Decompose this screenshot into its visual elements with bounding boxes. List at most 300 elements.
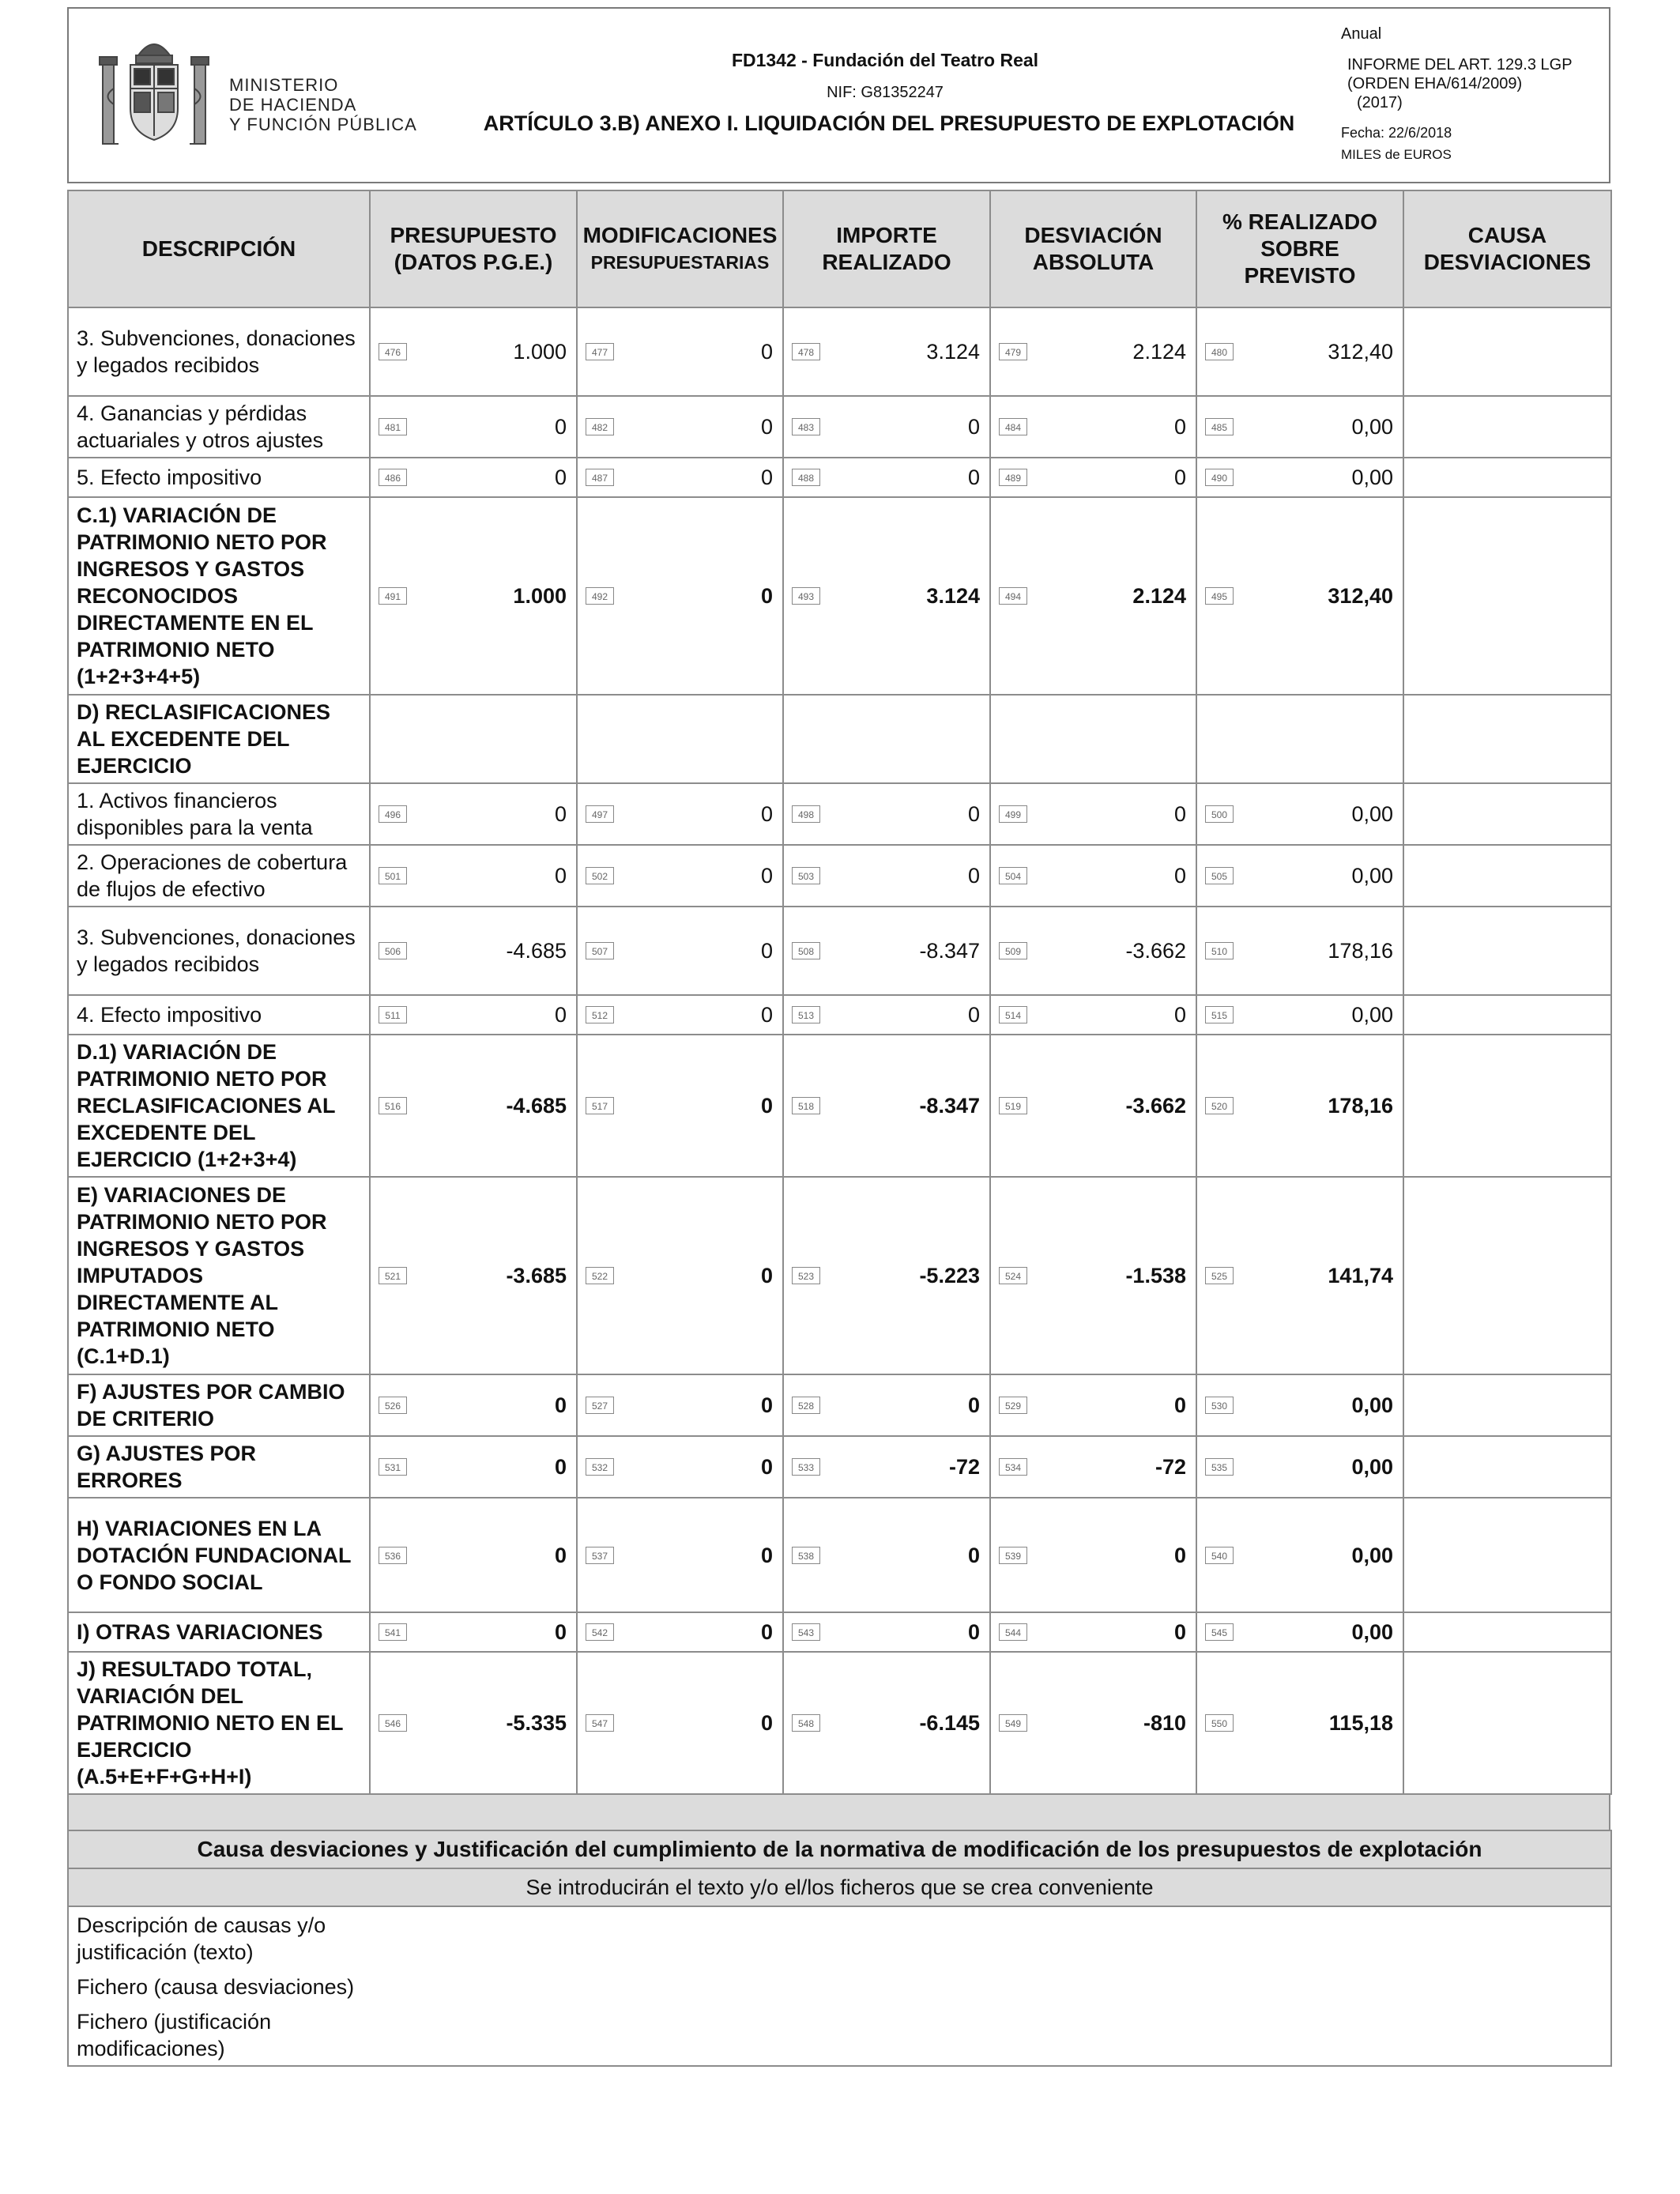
cell-value: 0 [760, 864, 773, 888]
value-cell [990, 1652, 1196, 1794]
value-cell [783, 845, 990, 907]
cell-value: -6.145 [919, 1711, 980, 1735]
cause-cell [1403, 1498, 1611, 1612]
field-code-box: 539 [999, 1547, 1027, 1564]
value-cell [783, 1177, 990, 1374]
field-code-box: 512 [586, 1006, 614, 1023]
column-header-deviation: DESVIACIÓN ABSOLUTA [990, 190, 1196, 307]
row-description: 5. Efecto impositivo [68, 458, 370, 497]
table-row [68, 1652, 1611, 1794]
cell-value: 0,00 [1351, 1455, 1393, 1479]
field-code-box: 486 [379, 469, 407, 486]
field-code-box: 496 [379, 805, 407, 823]
ministry-line: DE HACIENDA [229, 95, 357, 115]
ministry-line: MINISTERIO [229, 75, 339, 95]
value-cell [1196, 1498, 1403, 1612]
field-code-box: 503 [792, 867, 820, 884]
cell-value: 1.000 [513, 584, 567, 608]
value-cell [990, 1498, 1196, 1612]
value-cell [1196, 307, 1403, 396]
report-date: Fecha: 22/6/2018 [1341, 125, 1452, 141]
field-code-box: 499 [999, 805, 1027, 823]
causes-section [67, 1830, 1612, 2067]
cell-value: 0 [1173, 415, 1186, 439]
cell-value: -8.347 [919, 939, 980, 963]
field-code-box: 494 [999, 587, 1027, 605]
field-code-box: 543 [792, 1623, 820, 1641]
cell-value: -5.223 [919, 1264, 980, 1287]
cell-value: 0 [760, 1264, 773, 1287]
cell-value: 0,00 [1351, 1620, 1393, 1644]
field-value-description[interactable] [400, 1906, 1611, 1969]
value-cell [1196, 396, 1403, 458]
cell-value: 0 [554, 802, 567, 826]
value-cell [783, 458, 990, 497]
field-code-box: 529 [999, 1397, 1027, 1414]
cause-cell [1403, 995, 1611, 1035]
cell-value: 0 [554, 1455, 567, 1479]
value-cell [577, 458, 783, 497]
value-cell [370, 845, 577, 907]
ministry-line: Y FUNCIÓN PÚBLICA [229, 115, 417, 134]
column-header-modifications [577, 190, 783, 307]
column-header-description: DESCRIPCIÓN [68, 190, 370, 307]
field-label-file-justification: Fichero (justificación modificaciones) [68, 2004, 400, 2066]
value-cell [370, 783, 577, 845]
field-code-box: 524 [999, 1267, 1027, 1284]
cell-value: -810 [1143, 1711, 1186, 1735]
cell-value: -72 [1155, 1455, 1186, 1479]
field-code-box: 508 [792, 942, 820, 959]
cell-value: 0 [760, 1455, 773, 1479]
field-code-box: 511 [379, 1006, 407, 1023]
cell-value: 0 [1173, 1620, 1186, 1644]
value-cell [1196, 783, 1403, 845]
field-code-box: 510 [1205, 942, 1234, 959]
value-cell [783, 307, 990, 396]
cell-value: 0 [967, 1620, 980, 1644]
value-cell [577, 307, 783, 396]
row-description: D.1) VARIACIÓN DE PATRIMONIO NETO POR RECLASIFICACIONES AL EXCEDENTE DEL EJERCICIO (1+2+3+4) [68, 1035, 370, 1177]
cause-cell [1403, 396, 1611, 458]
value-cell [990, 1177, 1196, 1374]
column-header-sublabel: PRESUPUESTARIAS [590, 252, 770, 273]
field-code-box: 547 [586, 1714, 614, 1732]
value-cell [577, 783, 783, 845]
cell-value: 0 [1173, 1393, 1186, 1417]
cell-value: 0 [967, 864, 980, 888]
row-description: C.1) VARIACIÓN DE PATRIMONIO NETO POR INGRESOS Y GASTOS RECONOCIDOS DIRECTAMENTE EN EL PATRIMONIO NETO (1+2+3+4+5) [68, 497, 370, 695]
causes-section-subtitle: Se introducirán el texto y/o el/los ficheros que se crea conveniente [68, 1868, 1611, 1906]
cause-cell [1403, 907, 1611, 995]
field-code-box: 530 [1205, 1397, 1234, 1414]
value-cell [1196, 1177, 1403, 1374]
field-code-box: 544 [999, 1623, 1027, 1641]
field-code-box: 513 [792, 1006, 820, 1023]
table-row [68, 907, 1611, 995]
table-row [68, 458, 1611, 497]
value-cell [1196, 1436, 1403, 1498]
value-cell [990, 845, 1196, 907]
field-code-box: 504 [999, 867, 1027, 884]
column-header-realized: IMPORTE REALIZADO [783, 190, 990, 307]
row-description: G) AJUSTES POR ERRORES [68, 1436, 370, 1498]
value-cell [1196, 1612, 1403, 1652]
value-cell [990, 307, 1196, 396]
value-cell [783, 695, 990, 783]
value-cell [990, 783, 1196, 845]
cell-value: 0 [1173, 1543, 1186, 1567]
cell-value: 0 [554, 1393, 567, 1417]
value-cell [783, 1374, 990, 1436]
value-cell [577, 396, 783, 458]
value-cell [577, 845, 783, 907]
field-code-box: 476 [379, 343, 407, 360]
value-cell [1196, 458, 1403, 497]
field-code-box: 546 [379, 1714, 407, 1732]
table-row [68, 396, 1611, 458]
field-label-description: Descripción de causas y/o justificación (texto) [68, 1906, 400, 1969]
cause-cell [1403, 1612, 1611, 1652]
cell-value: 0,00 [1351, 415, 1393, 439]
field-code-box: 535 [1205, 1458, 1234, 1476]
value-cell [370, 995, 577, 1035]
cause-cell [1403, 497, 1611, 695]
value-cell [577, 695, 783, 783]
value-cell [1196, 995, 1403, 1035]
cell-value: 3.124 [926, 584, 980, 608]
value-cell [1196, 845, 1403, 907]
cell-value: 0 [760, 802, 773, 826]
cell-value: -3.685 [506, 1264, 567, 1287]
field-code-box: 528 [792, 1397, 820, 1414]
value-cell [783, 995, 990, 1035]
cell-value: 0,00 [1351, 864, 1393, 888]
field-code-box: 545 [1205, 1623, 1234, 1641]
value-cell [783, 1436, 990, 1498]
field-code-box: 534 [999, 1458, 1027, 1476]
report-ref-line: (2017) [1357, 94, 1403, 111]
cause-cell [1403, 458, 1611, 497]
cell-value: 0 [967, 1393, 980, 1417]
field-code-box: 489 [999, 469, 1027, 486]
cell-value: 0,00 [1351, 802, 1393, 826]
field-code-box: 527 [586, 1397, 614, 1414]
value-cell [370, 307, 577, 396]
value-cell [1196, 695, 1403, 783]
field-code-box: 531 [379, 1458, 407, 1476]
value-cell [577, 1652, 783, 1794]
cell-value: 0 [967, 802, 980, 826]
value-cell [577, 1612, 783, 1652]
field-code-box: 485 [1205, 418, 1234, 435]
value-cell [990, 1374, 1196, 1436]
row-description: 4. Efecto impositivo [68, 995, 370, 1035]
field-code-box: 483 [792, 418, 820, 435]
value-cell [577, 907, 783, 995]
row-description: F) AJUSTES POR CAMBIO DE CRITERIO [68, 1374, 370, 1436]
table-row [68, 307, 1611, 396]
field-code-box: 501 [379, 867, 407, 884]
table-header-row [68, 190, 1611, 307]
cell-value: -3.662 [1125, 939, 1186, 963]
entity-title: FD1342 - Fundación del Teatro Real [731, 50, 1039, 70]
ministry-name [229, 75, 417, 134]
report-ref-line: (ORDEN EHA/614/2009) [1347, 75, 1523, 92]
value-cell [370, 695, 577, 783]
row-description: 1. Activos financieros disponibles para la venta [68, 783, 370, 845]
field-code-box: 549 [999, 1714, 1027, 1732]
value-cell [990, 1035, 1196, 1177]
value-cell [370, 1374, 577, 1436]
causes-section-title: Causa desviaciones y Justificación del cumplimiento de la normativa de modificación de los presupuestos de explotación [68, 1830, 1611, 1868]
value-cell [783, 1612, 990, 1652]
field-code-box: 541 [379, 1623, 407, 1641]
cell-value: -72 [948, 1455, 980, 1479]
field-code-box: 479 [999, 343, 1027, 360]
row-description: I) OTRAS VARIACIONES [68, 1612, 370, 1652]
row-description: D) RECLASIFICACIONES AL EXCEDENTE DEL EJERCICIO [68, 695, 370, 783]
value-cell [1196, 907, 1403, 995]
entity-nif: NIF: G81352247 [827, 84, 944, 101]
value-cell [990, 995, 1196, 1035]
table-row [68, 695, 1611, 783]
field-code-box: 498 [792, 805, 820, 823]
field-value-file-justification[interactable] [400, 2004, 1611, 2066]
field-code-box: 502 [586, 867, 614, 884]
cell-value: 0 [554, 466, 567, 489]
value-cell [577, 1035, 783, 1177]
cell-value: 0 [1173, 864, 1186, 888]
cell-value: 0 [760, 1094, 773, 1118]
table-row [68, 995, 1611, 1035]
section-separator [67, 1795, 1610, 1830]
value-cell [783, 1498, 990, 1612]
cell-value: 0,00 [1351, 466, 1393, 489]
field-code-box: 525 [1205, 1267, 1234, 1284]
field-code-box: 520 [1205, 1097, 1234, 1114]
value-cell [783, 783, 990, 845]
budget-liquidation-table [67, 190, 1612, 1795]
cause-cell [1403, 783, 1611, 845]
cell-value: 0 [554, 1543, 567, 1567]
field-code-box: 518 [792, 1097, 820, 1114]
cell-value: 2.124 [1132, 340, 1186, 364]
field-code-box: 488 [792, 469, 820, 486]
value-cell [1196, 497, 1403, 695]
cell-value: 0 [1173, 802, 1186, 826]
cell-value: 0 [760, 939, 773, 963]
field-code-box: 478 [792, 343, 820, 360]
cell-value: 0 [967, 415, 980, 439]
value-cell [577, 497, 783, 695]
value-cell [783, 497, 990, 695]
table-row [68, 1374, 1611, 1436]
field-code-box: 491 [379, 587, 407, 605]
cause-cell [1403, 1177, 1611, 1374]
row-description: 2. Operaciones de cobertura de flujos de efectivo [68, 845, 370, 907]
cell-value: 0 [760, 415, 773, 439]
value-cell [1196, 1652, 1403, 1794]
cell-value: 178,16 [1328, 1094, 1393, 1118]
value-cell [577, 1436, 783, 1498]
field-code-box: 509 [999, 942, 1027, 959]
row-description: 3. Subvenciones, donaciones y legados recibidos [68, 307, 370, 396]
report-ref-line: INFORME DEL ART. 129.3 LGP [1347, 56, 1573, 74]
value-cell [370, 1436, 577, 1498]
cell-value: 0,00 [1351, 1393, 1393, 1417]
table-row [68, 1177, 1611, 1374]
field-code-box: 523 [792, 1267, 820, 1284]
coat-of-arms-logo [95, 33, 213, 160]
row-description: H) VARIACIONES EN LA DOTACIÓN FUNDACIONAL O FONDO SOCIAL [68, 1498, 370, 1612]
field-code-box: 522 [586, 1267, 614, 1284]
cell-value: 312,40 [1328, 340, 1393, 364]
cell-value: 0 [760, 1543, 773, 1567]
table-row [68, 497, 1611, 695]
column-header-percent: % REALIZADO SOBRE PREVISTO [1196, 190, 1403, 307]
field-code-box: 515 [1205, 1006, 1234, 1023]
cell-value: -3.662 [1125, 1094, 1186, 1118]
value-cell [370, 1652, 577, 1794]
column-header-budget: PRESUPUESTO (DATOS P.G.E.) [370, 190, 577, 307]
cause-cell [1403, 1035, 1611, 1177]
table-row [68, 783, 1611, 845]
field-code-box: 538 [792, 1547, 820, 1564]
table-row [68, 1612, 1611, 1652]
field-code-box: 548 [792, 1714, 820, 1732]
field-code-box: 481 [379, 418, 407, 435]
value-cell [370, 396, 577, 458]
cell-value: -5.335 [506, 1711, 567, 1735]
field-code-box: 550 [1205, 1714, 1234, 1732]
cell-value: 0 [760, 1711, 773, 1735]
value-cell [370, 1177, 577, 1374]
report-units: MILES de EUROS [1341, 147, 1452, 162]
value-cell [370, 1612, 577, 1652]
value-cell [990, 396, 1196, 458]
value-cell [370, 458, 577, 497]
report-reference [1347, 55, 1600, 112]
field-code-box: 533 [792, 1458, 820, 1476]
cause-cell [1403, 845, 1611, 907]
field-code-box: 521 [379, 1267, 407, 1284]
cell-value: 0 [760, 1620, 773, 1644]
cell-value: 0 [554, 864, 567, 888]
cell-value: 3.124 [926, 340, 980, 364]
field-code-box: 526 [379, 1397, 407, 1414]
value-cell [577, 1498, 783, 1612]
report-period: Anual [1341, 25, 1382, 43]
cause-cell [1403, 1436, 1611, 1498]
cell-value: 141,74 [1328, 1264, 1393, 1287]
cell-value: 0 [760, 340, 773, 364]
field-code-box: 492 [586, 587, 614, 605]
value-cell [783, 396, 990, 458]
field-code-box: 542 [586, 1623, 614, 1641]
value-cell [1196, 1374, 1403, 1436]
cell-value: 0 [760, 466, 773, 489]
cell-value: 115,18 [1328, 1711, 1393, 1735]
cell-value: 0 [760, 1003, 773, 1027]
cell-value: 0 [760, 1393, 773, 1417]
value-cell [783, 1035, 990, 1177]
cause-cell [1403, 1374, 1611, 1436]
field-value-file-causes[interactable] [400, 1969, 1611, 2004]
field-code-box: 487 [586, 469, 614, 486]
cell-value: 0 [554, 415, 567, 439]
cause-cell [1403, 1652, 1611, 1794]
value-cell [370, 1035, 577, 1177]
value-cell [370, 1498, 577, 1612]
cell-value: 0,00 [1351, 1543, 1393, 1567]
cell-value: 178,16 [1328, 939, 1393, 963]
cell-value: 0 [554, 1620, 567, 1644]
value-cell [990, 1612, 1196, 1652]
row-description: J) RESULTADO TOTAL, VARIACIÓN DEL PATRIMONIO NETO EN EL EJERCICIO (A.5+E+F+G+H+I) [68, 1652, 370, 1794]
value-cell [990, 907, 1196, 995]
cell-value: 1.000 [513, 340, 567, 364]
value-cell [577, 1374, 783, 1436]
field-code-box: 540 [1205, 1547, 1234, 1564]
cell-value: -4.685 [506, 1094, 567, 1118]
field-code-box: 514 [999, 1006, 1027, 1023]
value-cell [1196, 1035, 1403, 1177]
field-code-box: 516 [379, 1097, 407, 1114]
field-code-box: 480 [1205, 343, 1234, 360]
row-description: 3. Subvenciones, donaciones y legados recibidos [68, 907, 370, 995]
table-body [68, 307, 1611, 1794]
field-code-box: 505 [1205, 867, 1234, 884]
cell-value: -4.685 [506, 939, 567, 963]
column-header-causes: CAUSA DESVIACIONES [1403, 190, 1611, 307]
field-code-box: 493 [792, 587, 820, 605]
cell-value: -1.538 [1125, 1264, 1186, 1287]
column-header-label: MODIFICACIONES [582, 223, 778, 247]
field-code-box: 532 [586, 1458, 614, 1476]
field-code-box: 482 [586, 418, 614, 435]
cell-value: 2.124 [1132, 584, 1186, 608]
value-cell [370, 497, 577, 695]
cell-value: 0 [967, 1003, 980, 1027]
table-row [68, 1035, 1611, 1177]
cell-value: 0 [1173, 466, 1186, 489]
field-code-box: 497 [586, 805, 614, 823]
value-cell [990, 458, 1196, 497]
value-cell [990, 497, 1196, 695]
value-cell [577, 1177, 783, 1374]
row-description: 4. Ganancias y pérdidas actuariales y otros ajustes [68, 396, 370, 458]
cause-cell [1403, 695, 1611, 783]
value-cell [783, 907, 990, 995]
field-code-box: 517 [586, 1097, 614, 1114]
field-code-box: 490 [1205, 469, 1234, 486]
field-code-box: 507 [586, 942, 614, 959]
cell-value: 0 [967, 1543, 980, 1567]
field-code-box: 484 [999, 418, 1027, 435]
table-row [68, 1436, 1611, 1498]
field-code-box: 500 [1205, 805, 1234, 823]
article-title: ARTÍCULO 3.B) ANEXO I. LIQUIDACIÓN DEL PRESUPUESTO DE EXPLOTACIÓN [483, 111, 1295, 135]
cause-cell [1403, 307, 1611, 396]
cell-value: -8.347 [919, 1094, 980, 1118]
field-code-box: 506 [379, 942, 407, 959]
cell-value: 312,40 [1328, 584, 1393, 608]
value-cell [577, 995, 783, 1035]
field-code-box: 536 [379, 1547, 407, 1564]
cell-value: 0 [554, 1003, 567, 1027]
field-code-box: 519 [999, 1097, 1027, 1114]
